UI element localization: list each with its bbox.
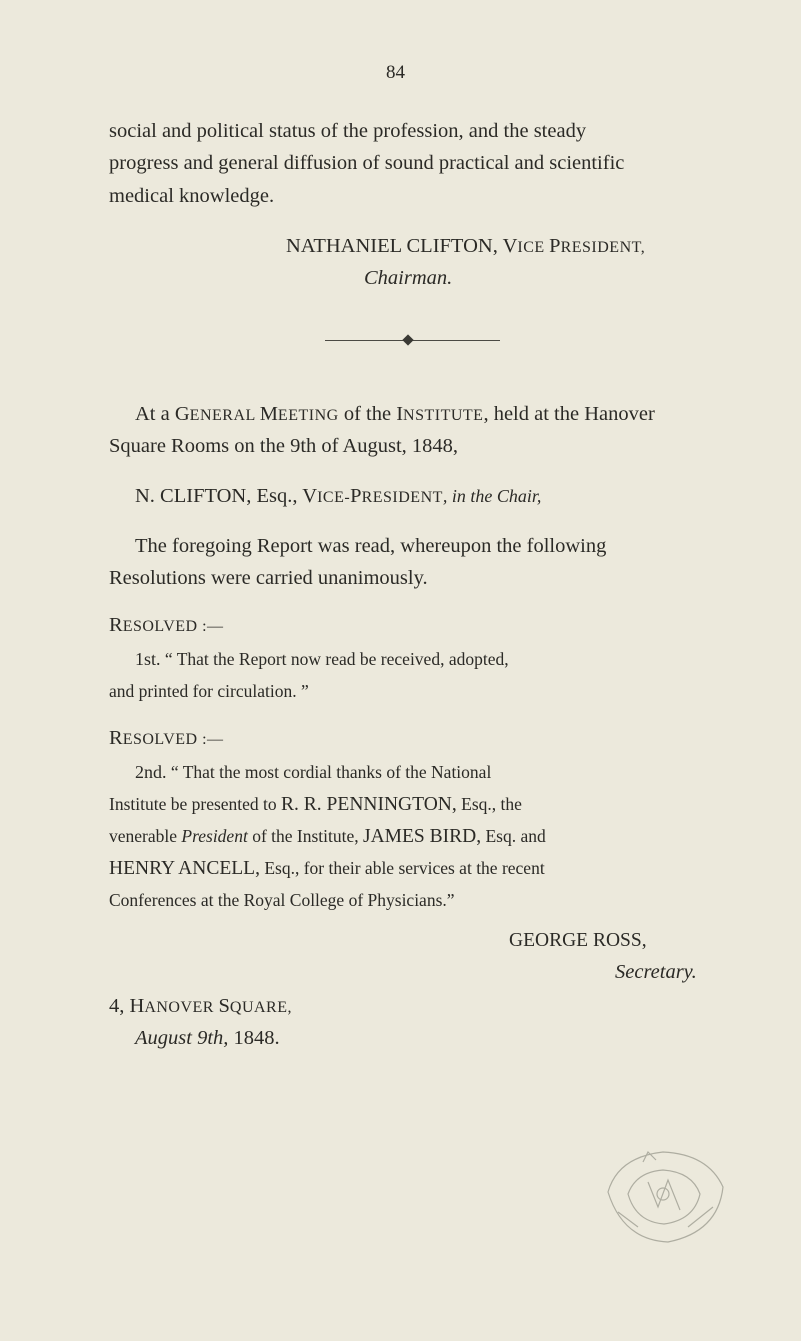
resolution-2-line-3: venerable President of the Institute, JAMES BIRD, Esq. and xyxy=(109,826,546,847)
resolved-heading-2: RESOLVED :— xyxy=(109,727,224,749)
report-line-2: Resolutions were carried unanimously. xyxy=(109,567,428,589)
library-stamp-icon xyxy=(588,1132,738,1252)
page-number: 84 xyxy=(386,62,405,83)
meeting-line-2: Square Rooms on the 9th of August, 1848, xyxy=(109,435,459,457)
resolution-2-line-1: 2nd. “ That the most cordial thanks of the National xyxy=(135,762,492,782)
intro-line-1: social and political status of the profession, and the steady xyxy=(109,120,587,142)
address-line: 4, HANOVER SQUARE, xyxy=(109,995,292,1017)
resolution-2-line-4: HENRY ANCELL, Esq., for their able services at the recent xyxy=(109,858,545,879)
resolution-1-line-1: 1st. “ That the Report now read be received, adopted, xyxy=(135,649,509,669)
resolution-2-line-2: Institute be presented to R. R. PENNINGTON, Esq., the xyxy=(109,794,522,815)
signatory-role: Chairman. xyxy=(364,267,453,289)
resolution-1-line-2: and printed for circulation. ” xyxy=(109,681,309,701)
meeting-line-1: At a GENERAL MEETING of the INSTITUTE, held at the Hanover xyxy=(135,403,655,425)
signatory-chairman: NATHANIEL CLIFTON, VICE PRESIDENT, xyxy=(286,235,646,257)
resolution-2-line-5: Conferences at the Royal College of Physicians.” xyxy=(109,890,455,910)
resolved-heading-1: RESOLVED :— xyxy=(109,614,224,636)
date-line: August 9th, 1848. xyxy=(135,1027,280,1049)
signatory-name: NATHANIEL CLIFTON, xyxy=(286,235,503,257)
intro-line-2: progress and general diffusion of sound practical and scientific xyxy=(109,152,625,174)
chair-line: N. CLIFTON, Esq., VICE-PRESIDENT, in the Chair, xyxy=(135,485,542,507)
report-line-1: The foregoing Report was read, whereupon the following xyxy=(135,535,607,557)
intro-line-3: medical knowledge. xyxy=(109,185,275,207)
divider-ornament-icon xyxy=(402,334,413,345)
signatory-secretary-role: Secretary. xyxy=(615,961,697,983)
signatory-secretary-name: GEORGE ROSS, xyxy=(509,930,647,951)
